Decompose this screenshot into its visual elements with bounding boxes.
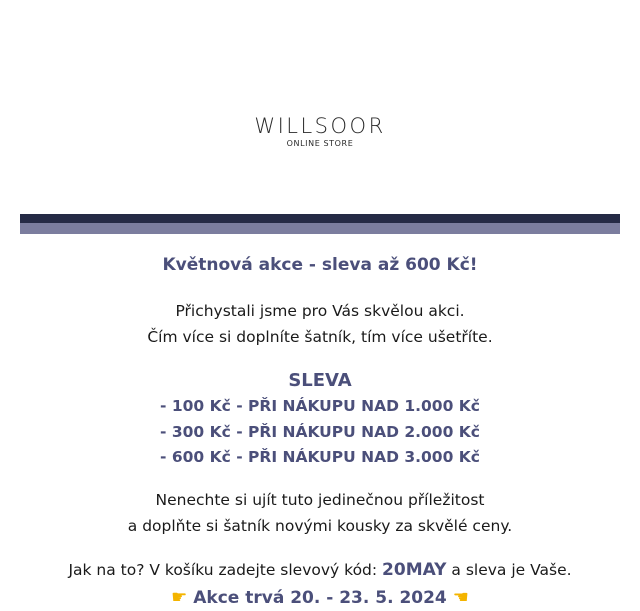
promo-content bbox=[20, 252, 620, 611]
pointing-left-hand-icon: ☚ bbox=[452, 586, 469, 608]
brand-name: WILLSOOR bbox=[254, 114, 386, 138]
promo-text bbox=[20, 487, 620, 539]
intro-line: Čím více si doplníte šatník, tím více ušetříte. bbox=[147, 328, 493, 346]
discount-tier: - 600 Kč - PŘI NÁKUPU NAD 3.000 Kč bbox=[160, 448, 480, 466]
discount-tier: - 100 Kč - PŘI NÁKUPU NAD 1.000 Kč bbox=[160, 397, 480, 415]
brand-tagline: ONLINE STORE bbox=[286, 139, 354, 148]
promo-line: a doplňte si šatník novými kousky za skvělé ceny. bbox=[127, 516, 513, 535]
promo-dates-label: Akce trvá 20. - 23. 5. 2024 bbox=[193, 587, 447, 608]
howto-text bbox=[20, 557, 620, 583]
header-band-light bbox=[20, 223, 620, 234]
intro-text bbox=[20, 298, 620, 350]
brand-logo[interactable] bbox=[0, 114, 640, 148]
header-band-dark bbox=[20, 214, 620, 223]
intro-line: Přichystali jsme pro Vás skvělou akci. bbox=[175, 302, 465, 320]
discount-code: 20MAY bbox=[382, 559, 447, 580]
howto-before: Jak na to? V košíku zadejte slevový kód: bbox=[68, 560, 383, 579]
pointing-right-hand-icon: ☛ bbox=[171, 586, 188, 608]
discount-title: SLEVA bbox=[288, 370, 352, 391]
promo-line: Nenechte si ujít tuto jedinečnou příležitost bbox=[155, 490, 485, 509]
discount-tier: - 300 Kč - PŘI NÁKUPU NAD 2.000 Kč bbox=[160, 422, 480, 441]
promo-dates bbox=[20, 585, 620, 611]
promo-headline: Květnová akce - sleva až 600 Kč! bbox=[162, 255, 478, 275]
howto-after: a sleva je Vaše. bbox=[446, 560, 572, 579]
